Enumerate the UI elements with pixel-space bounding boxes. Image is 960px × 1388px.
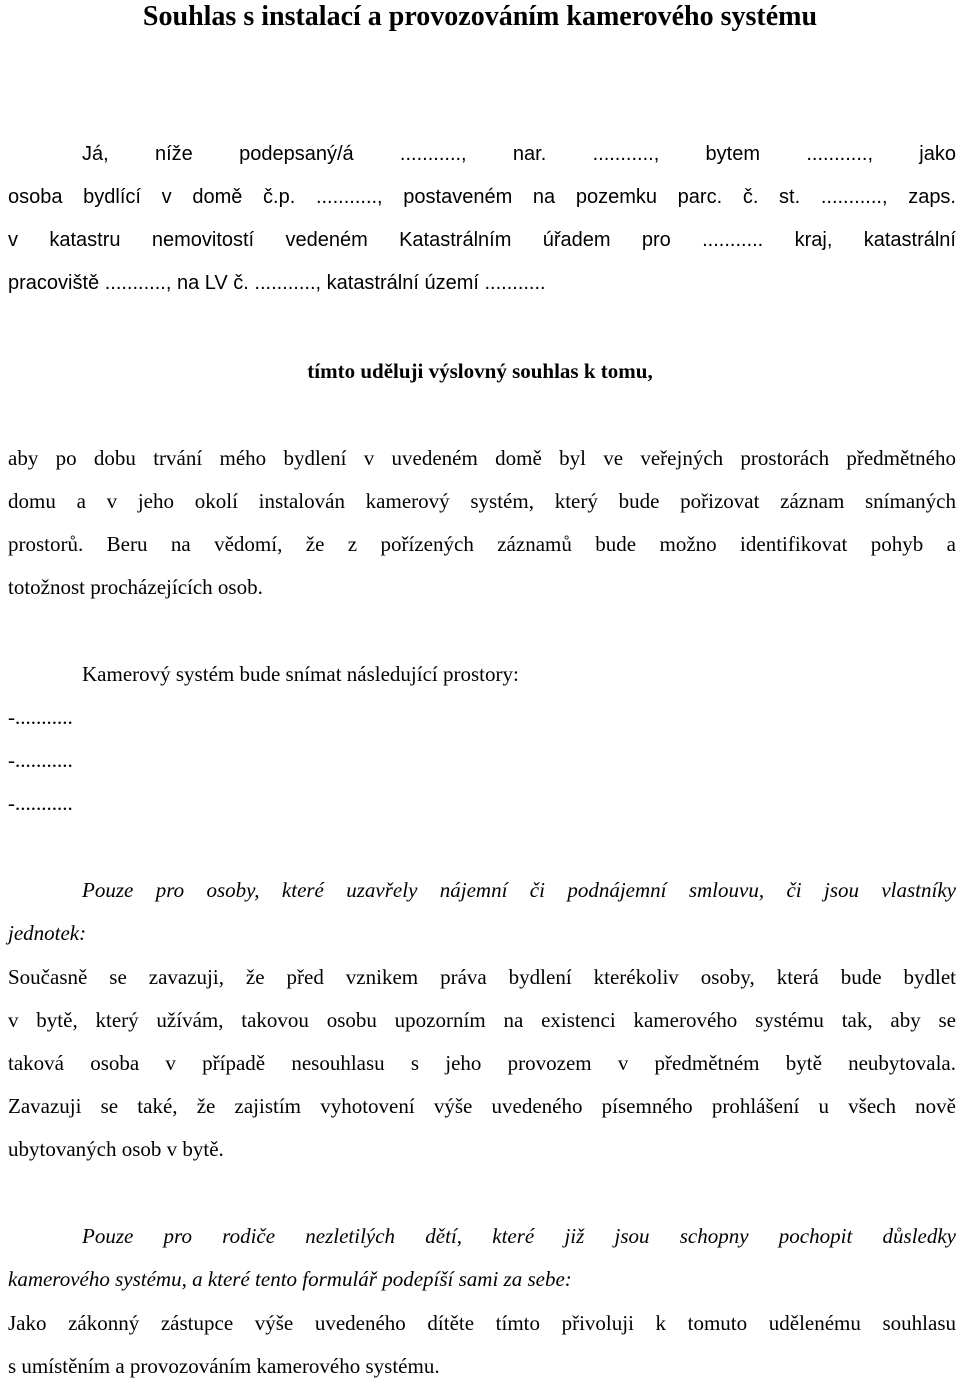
consent-line: domu a v jeho okolí instalován kamerový systém, který bude pořizovat záznam snímaných <box>8 489 956 513</box>
parents-heading-line: kamerového systému, a které tento formulář podepíší sami za sebe: <box>8 1267 572 1291</box>
intro-paragraph <box>8 133 956 305</box>
consent-line: totožnost procházejících osob. <box>8 575 263 599</box>
parents-heading-line: Pouze pro rodiče nezletilých dětí, které již jsou schopny pochopit důsledky <box>82 1224 956 1248</box>
areas-section <box>8 653 956 825</box>
areas-heading: Kamerový systém bude snímat následující prostory: <box>82 662 519 686</box>
intro-line: Já, níže podepsaný/á ..........., nar. ..........., bytem ..........., jako <box>82 143 956 165</box>
owners-heading <box>8 869 956 955</box>
area-item: -........... <box>8 791 73 815</box>
consent-heading: tímto uděluji výslovný souhlas k tomu, <box>307 359 653 383</box>
consent-line: aby po dobu trvání mého bydlení v uvedeném domě byl ve veřejných prostorách předmětného <box>8 446 956 470</box>
parents-heading <box>8 1215 956 1301</box>
area-item: -........... <box>8 748 73 772</box>
owners-paragraph <box>8 956 956 1171</box>
owners-line: Současně se zavazuji, že před vznikem práva bydlení kterékoliv osoby, která bude bydlet <box>8 965 956 989</box>
owners-heading-line: jednotek: <box>8 921 87 945</box>
consent-line: prostorů. Beru na vědomí, že z pořízených záznamů bude možno identifikovat pohyb a <box>8 532 956 556</box>
intro-line: v katastru nemovitostí vedeném Katastrálním úřadem pro ........... kraj, katastrální <box>8 229 956 251</box>
document-title: Souhlas s instalací a provozováním kamerového systému <box>142 1 818 32</box>
owners-line: v bytě, který užívám, takovou osobu upozorním na existenci kamerového systému tak, aby se <box>8 1008 956 1032</box>
owners-line: taková osoba v případě nesouhlasu s jeho provozem v předmětném bytě neubytovala. <box>8 1051 956 1075</box>
owners-heading-line: Pouze pro osoby, které uzavřely nájemní či podnájemní smlouvu, či jsou vlastníky <box>82 878 956 902</box>
intro-line: osoba bydlící v domě č.p. ..........., postaveném na pozemku parc. č. st. ..........., zaps. <box>8 186 956 208</box>
parents-line: Jako zákonný zástupce výše uvedeného dítěte tímto přivoluji k tomuto udělenému souhlasu <box>8 1311 956 1335</box>
owners-line: Zavazuji se také, že zajistím vyhotovení výše uvedeného písemného prohlášení u všech nově <box>8 1094 956 1118</box>
owners-line: ubytovaných osob v bytě. <box>8 1137 224 1161</box>
parents-line: s umístěním a provozováním kamerového systému. <box>8 1354 440 1378</box>
consent-paragraph <box>8 437 956 609</box>
parents-paragraph <box>8 1302 956 1388</box>
area-item: -........... <box>8 705 73 729</box>
intro-line: pracoviště ..........., na LV č. ..........., katastrální území ........... <box>8 272 546 294</box>
